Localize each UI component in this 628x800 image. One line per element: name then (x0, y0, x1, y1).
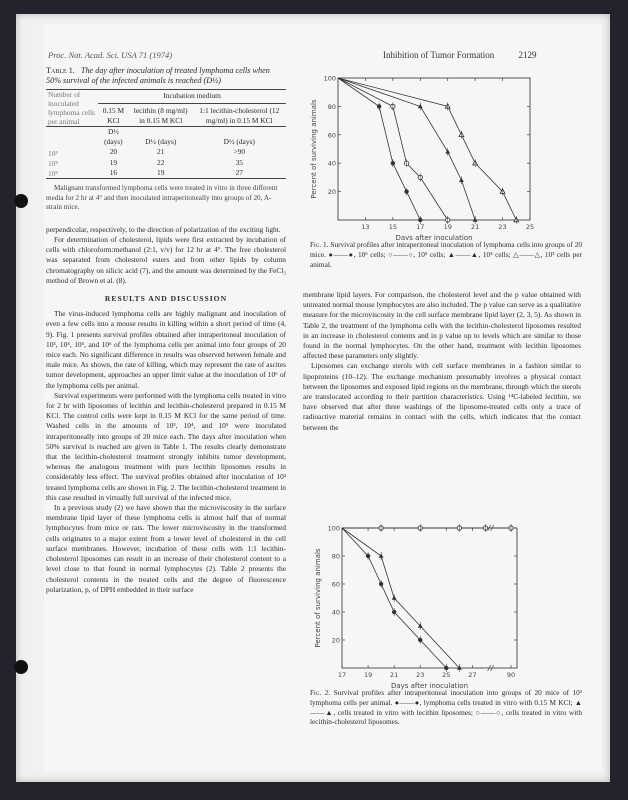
x-tick-label: 17 (337, 671, 347, 679)
page-number: 2129 (518, 50, 537, 60)
row-label: 10⁵ (48, 169, 58, 179)
series-line (338, 78, 475, 220)
table-cell: 35 (235, 157, 243, 167)
y-tick-label: 80 (331, 552, 340, 561)
table1-caption (46, 66, 286, 86)
series-line (342, 528, 459, 668)
paragraph: For determination of cholesterol, lipids were first extracted by incubation of cells with chloroform:methanol (2:1, v/v) for 12 hr at 4°. The free cholesterol was separated from cholesterol esters and from other lipids by column chromatography on silicic acid (7), and the amount was determined by the FeCl₃ method of Brown et al. (8). (46, 235, 286, 285)
row-label: 10⁴ (48, 158, 58, 168)
y-tick-label: 100 (323, 74, 336, 83)
binder-hole (14, 194, 28, 208)
running-title: Inhibition of Tumor Formation (383, 50, 495, 60)
figure-1-caption-text: Survival profiles after intraperitoneal inoculation of lymphoma cells into groups of 20 mice. ●——●, 10⁶ cells; ○——○, 10⁵ cells; ▲——▲, 10⁴ cells; △——△, 10³ cells per animal. (310, 240, 582, 269)
table-cell: 19 (157, 167, 165, 177)
x-tick-label: 23 (498, 223, 507, 231)
x-tick-label: 17 (416, 223, 425, 231)
x-tick-label: 21 (471, 223, 480, 231)
y-axis-label: Percent of surviving animals (310, 99, 318, 199)
x-tick-label: 21 (390, 671, 399, 679)
paragraph: Survival experiments were performed with the lymphoma cells treated in vitro for 2 hr with liposomes of lecithin and lecithin-cholesterol prepared in 0.15 M KCl. The control cells were kept in 0.15 M KCl for the same period of time. Washed cells in the amounts of 10³, 10⁴, and 10⁵ were inoculated intraperitoneally into groups of 20 mice each. The days after inoculation when 50% survival is reached are given in Table 1. The results clearly demonstrate that the lecithin-cholesterol treatment strongly inhibits tumor development, whereas the analogous treatment with pure lecithin liposomes results in considerably less effect. The survival profiles obtained after inoculation of 10³ treated lymphoma cells are shown in Fig. 2. The lecithin-cholesterol treatment in this case resulted in virtually full survival of the infected mice. (46, 390, 286, 502)
plot-frame (342, 528, 517, 668)
x-axis-label: Days after inoculation (395, 234, 473, 240)
table-cell: 19 (109, 157, 118, 167)
table1-label: Table 1. (46, 66, 75, 75)
x-tick-label: 19 (363, 671, 373, 679)
figure-1-label: Fig. 1. (310, 240, 329, 249)
table-cell: 20 (109, 147, 118, 157)
y-tick-label: 20 (331, 636, 340, 645)
y-tick-label: 40 (331, 608, 340, 617)
table-row (46, 158, 286, 168)
x-tick-label: 27 (468, 671, 477, 679)
journal-citation: Proc. Nat. Acad. Sci. USA 71 (1974) (48, 50, 173, 60)
series-line (338, 78, 448, 220)
x-tick-label: 15 (388, 223, 397, 231)
paragraph: The virus-induced lymphoma cells are highly malignant and inoculation of even a few cells into a mouse results in killing within a short period of time (4, 9). Fig. 1 presents survival profiles obtained after intraperitoneal inoculation of 10³, 10⁴, 10⁵, and 10⁶ of the lymphoma cells per animal into four groups of 20 mice each. No significant difference in results was observed between female and male mice. As shown, the rate of killing, which may represent the rate of ascites tumor development, approaches an upper limit value at the inoculation of 10⁶ of the lymphoma cells per animal. (46, 309, 286, 390)
left-column (46, 66, 286, 595)
spanning-header: Incubation medium (98, 90, 286, 104)
row-label: 10³ (48, 148, 58, 158)
section-heading: RESULTS AND DISCUSSION (104, 294, 228, 304)
table1-footnote: Malignant transformed lymphoma cells were treated in vitro in three different media for 2 hr at 4° and then inoculated intraperitoneally into groups of 20, A-strain mice. (46, 184, 278, 212)
x-tick-label: 25 (525, 223, 535, 231)
table-cell: 22 (157, 157, 165, 167)
paragraph: perpendicular, respectively, to the direction of polarization of the exciting light. (46, 224, 281, 234)
x-tick-label: 23 (416, 671, 425, 679)
table-cell: 27 (235, 167, 243, 177)
series-line (338, 78, 516, 220)
column-header: 1:1 lecithin-cholesterol (12 mg/ml) in 0.15 M KCl (199, 105, 280, 125)
y-tick-label: 40 (327, 159, 336, 168)
paragraph: In a previous study (2) we have shown that the microviscosity in the surface membrane lipid layer of these lymphoma cells is almost half that of normal lymphocytes from mice or rats. The lower microviscosity in the transformed cells originates to a major extent from a lower level of cholesterol in the cell surface membranes. However, incubation of these cells with 1:1 lecithin-cholesterol liposomes can result in an increase of their cholesterol content to a level close to that found in normal lymphocytes (2). Table 2 presents the cholesterol contents in the treated cells and the degree of fluorescence polarization, p, of DPH embedded in their surface (46, 503, 286, 594)
y-tick-label: 20 (327, 188, 336, 197)
unit-cell: D½ (days) (193, 127, 286, 148)
x-tick-label: 13 (361, 223, 370, 231)
column-header: 0.15 M KCl (102, 105, 125, 125)
column-header: lecithin (8 mg/ml) in 0.15 M KCl (133, 105, 188, 125)
figure-1 (300, 70, 550, 245)
x-tick-label: 90 (506, 671, 516, 679)
y-axis-label: Percent of surviving animals (314, 548, 322, 648)
running-header (383, 50, 537, 60)
x-tick-label: 25 (442, 671, 451, 679)
table-row (46, 168, 286, 179)
table1-title: The day after inoculation of treated lymphoma cells when 50% survival of the infected animals is reached (D½) (46, 66, 270, 85)
binder-hole (14, 660, 28, 674)
y-tick-label: 60 (331, 580, 340, 589)
figure-1-chart (300, 70, 550, 240)
unit-cell: D½ (days) (98, 127, 129, 148)
x-axis-label: Days after inoculation (390, 682, 469, 690)
right-column (303, 290, 581, 433)
paragraph: Liposomes can exchange sterols with cell surface membranes in a fashion similar to lipoproteins (10–12). The exchange mechanism presumably involves a physical contact between the liposomes and exposed lipid regions on the membrane, through which the sterols are translocated according to their partition characteristics. Using ¹⁴C-labeled lecithin, we have observed that after three washings of the liposome-treated cells only a trace of radioactive material remains in contact with the cells, which indicates that the contact between the (303, 361, 581, 432)
table-row (46, 147, 286, 157)
figure-2-chart (300, 520, 540, 690)
table-cell: 16 (109, 167, 118, 177)
y-tick-label: 60 (327, 131, 336, 140)
paragraph: membrane lipid layers. For comparison, the cholesterol level and the p value obtained with untreated normal mouse lymphocytes are also included. The p value can serve as a qualitative measure for the microviscosity in the cell surface membrane lipid layer (2, 3, 5). As shown in Table 2, the treatment of the lymphoma cells with the lecithin-cholesterol liposomes resulted in an increase in cholesterol contents and in p value up to levels which are similar to those found in the normal lymphocytes. On the other hand, treatment with lecithin liposomes affected these parameters only slightly. (303, 290, 581, 361)
y-tick-label: 100 (327, 524, 340, 533)
figure-2-caption-text: Survival profiles after intraperitoneal inoculation into groups of 20 mice of 10³ lymphoma cells per animal. ●——●, lymphoma cells treated in vitro with 0.15 M KCl; ▲——▲, cells treated in vitro with lecithin liposomes; ○——○, cells treated in vitro with lecithin-cholesterol liposomes. (310, 688, 582, 727)
x-tick-label: 19 (443, 223, 452, 231)
figure-2-label: Fig. 2. (310, 688, 331, 697)
y-tick-label: 80 (327, 102, 336, 111)
table-cell: 21 (157, 147, 165, 157)
row-header: Number of inoculated lymphoma cells per animal (48, 90, 96, 126)
figure-2 (300, 520, 540, 695)
figure-1-caption (310, 240, 582, 269)
figure-2-caption (310, 688, 582, 727)
unit-cell: D½ (days) (129, 127, 193, 148)
table-cell: >90 (233, 147, 246, 157)
table1 (46, 89, 286, 179)
